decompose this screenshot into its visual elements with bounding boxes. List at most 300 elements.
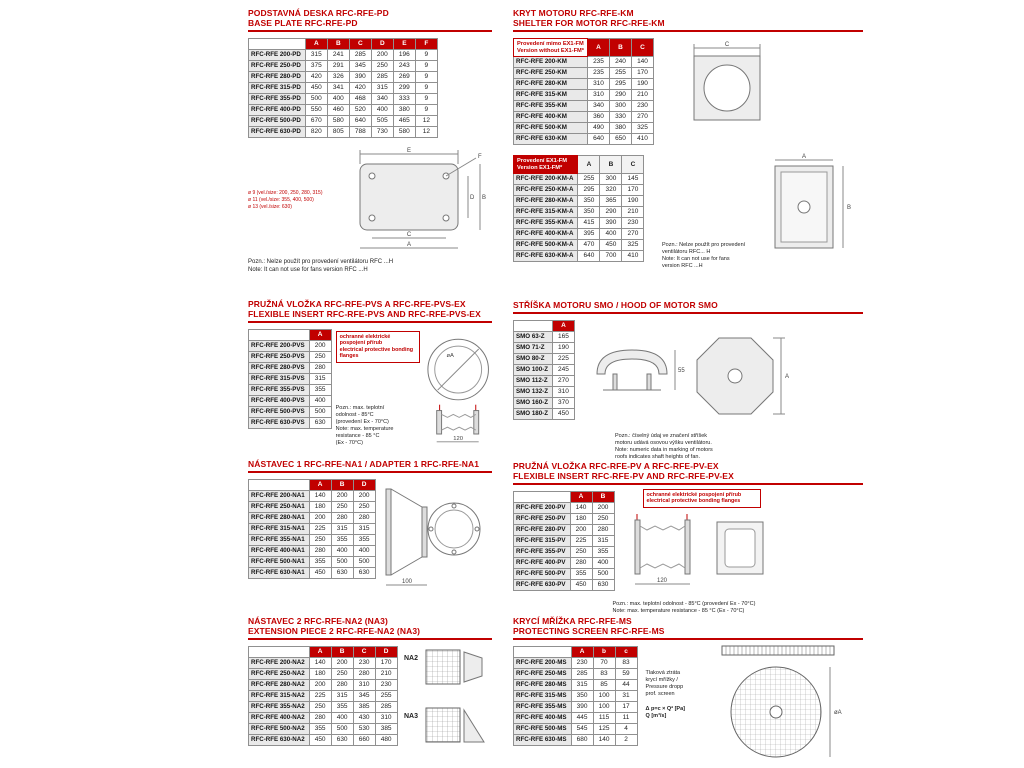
value-cell: 310 xyxy=(588,90,610,101)
drawing-label: NA3 xyxy=(403,713,418,720)
value-cell: 83 xyxy=(615,658,637,669)
value-cell: 410 xyxy=(622,251,644,262)
value-cell: 580 xyxy=(393,127,415,138)
row-label: RFC-RFE 400-PD xyxy=(249,105,306,116)
smo-title: STŘÍŠKA MOTORU SMO / HOOD OF MOTOR SMO xyxy=(513,300,718,310)
note-line: resistance - 85 °C xyxy=(335,432,380,439)
ms-title-en: PROTECTING SCREEN RFC-RFE-MS xyxy=(513,626,665,636)
value-cell: 300 xyxy=(610,101,632,112)
row-label: RFC-RFE 280-MS xyxy=(514,680,572,691)
value-cell: 299 xyxy=(393,83,415,94)
value-cell: 31 xyxy=(615,691,637,702)
value-cell: 83 xyxy=(593,669,615,680)
value-cell: 59 xyxy=(615,669,637,680)
row-label: RFC-RFE 500-PD xyxy=(249,116,306,127)
note-line: Pressure dropp xyxy=(645,684,684,690)
smo-drawing-area xyxy=(585,314,797,461)
extension-drawing xyxy=(402,646,486,764)
row-label: RFC-RFE 400-NA2 xyxy=(249,713,310,724)
row-label: RFC-RFE 500-MS xyxy=(514,724,572,735)
value-cell: 341 xyxy=(327,83,349,94)
row-label: RFC-RFE 400-KM-A xyxy=(514,229,578,240)
table-row xyxy=(514,735,638,746)
km-tables xyxy=(513,32,654,262)
value-cell: 140 xyxy=(309,658,331,669)
value-cell: 480 xyxy=(375,735,397,746)
note-line: (Ex - 70°C) xyxy=(335,439,363,446)
value-cell: 250 xyxy=(331,502,353,513)
note-line: roofs indicates shaft heights of fan. xyxy=(614,454,700,460)
value-cell: 270 xyxy=(552,376,574,387)
table-row xyxy=(514,387,575,398)
dim-label: E xyxy=(406,148,412,154)
column-header: c xyxy=(615,647,637,658)
value-cell: 400 xyxy=(600,229,622,240)
value-cell: 450 xyxy=(552,409,574,420)
table-row xyxy=(514,525,615,536)
na2-title-en: EXTENSION PIECE 2 RFC-RFE-NA2 (NA3) xyxy=(248,626,421,636)
table-row xyxy=(514,354,575,365)
dim-label: 120 xyxy=(452,435,463,442)
value-cell: 12 xyxy=(415,127,437,138)
value-cell: 390 xyxy=(349,72,371,83)
row-label: RFC-RFE 400-MS xyxy=(514,713,572,724)
value-cell: 280 xyxy=(309,713,331,724)
value-cell: 280 xyxy=(331,680,353,691)
table-row xyxy=(514,134,654,145)
row-label: RFC-RFE 280-KM-A xyxy=(514,196,578,207)
column-header: A xyxy=(571,647,593,658)
value-cell: 145 xyxy=(622,174,644,185)
table-corner xyxy=(514,321,553,332)
pvs-note xyxy=(336,405,420,447)
value-cell: 400 xyxy=(592,558,614,569)
row-label: RFC-RFE 355-NA2 xyxy=(249,702,310,713)
value-cell: 330 xyxy=(610,112,632,123)
na2-table xyxy=(248,646,398,746)
value-cell: 350 xyxy=(578,196,600,207)
table-row xyxy=(514,229,644,240)
row-label: RFC-RFE 400-PV xyxy=(514,558,571,569)
table-row xyxy=(249,396,332,407)
table-row xyxy=(514,680,638,691)
value-cell: 140 xyxy=(632,57,654,68)
dim-label: A xyxy=(784,374,789,380)
section-adapter-1 xyxy=(248,459,492,591)
row-label: RFC-RFE 200-NA2 xyxy=(249,658,310,669)
value-cell: 200 xyxy=(371,50,393,61)
pd-hole-notes xyxy=(248,190,332,211)
pd-table xyxy=(248,38,438,138)
value-cell: 355 xyxy=(570,569,592,580)
table-row xyxy=(514,240,644,251)
row-label: RFC-RFE 315-NA2 xyxy=(249,691,310,702)
value-cell: 390 xyxy=(600,218,622,229)
value-cell: 44 xyxy=(615,680,637,691)
value-cell: 70 xyxy=(593,658,615,669)
pd-note-cs: Pozn.: Nelze použít pro provedení ventilátoru RFC ...H xyxy=(248,259,394,265)
column-header: B xyxy=(592,492,614,503)
table-row xyxy=(249,385,332,396)
pd-drawing-area xyxy=(248,144,492,256)
table-row xyxy=(514,101,654,112)
row-label: RFC-RFE 630-PD xyxy=(249,127,306,138)
row-label: SMO 100-Z xyxy=(514,365,553,376)
table-corner xyxy=(514,647,572,658)
callout-cs: ochranné elektrické pospojení přírub xyxy=(646,492,742,498)
value-cell: 355 xyxy=(331,702,353,713)
section-base-plate xyxy=(248,8,492,274)
value-cell: 310 xyxy=(588,79,610,90)
value-cell: 380 xyxy=(610,123,632,134)
value-cell: 245 xyxy=(552,365,574,376)
row-label: RFC-RFE 315-PVS xyxy=(249,374,310,385)
pvs-title-en: FLEXIBLE INSERT RFC-RFE-PVS AND RFC-RFE-PVS-EX xyxy=(248,309,481,319)
value-cell: 630 xyxy=(309,418,331,429)
column-header: B xyxy=(600,156,622,174)
value-cell: 280 xyxy=(331,513,353,524)
value-cell: 295 xyxy=(578,185,600,196)
value-cell: 505 xyxy=(371,116,393,127)
table-row xyxy=(249,491,376,502)
section-motor-shelter xyxy=(513,8,863,278)
value-cell: 650 xyxy=(610,134,632,145)
section-motor-hood xyxy=(513,300,863,461)
row-label: RFC-RFE 315-KM xyxy=(514,90,588,101)
table-row xyxy=(249,724,398,735)
value-cell: 365 xyxy=(600,196,622,207)
column-header: D xyxy=(375,647,397,658)
value-cell: 230 xyxy=(571,658,593,669)
value-cell: 285 xyxy=(349,50,371,61)
dim-label: 120 xyxy=(656,577,667,584)
value-cell: 640 xyxy=(578,251,600,262)
table-row xyxy=(514,569,615,580)
table-corner xyxy=(249,647,310,658)
table-row xyxy=(514,218,644,229)
value-cell: 9 xyxy=(415,61,437,72)
pd-title-en: BASE PLATE RFC-RFE-PD xyxy=(248,18,358,28)
table-row xyxy=(249,513,376,524)
smo-note xyxy=(615,433,797,461)
value-cell: 250 xyxy=(371,61,393,72)
value-cell: 165 xyxy=(552,332,574,343)
table-row xyxy=(249,50,438,61)
table-row xyxy=(249,658,398,669)
value-cell: 315 xyxy=(305,50,327,61)
row-label: RFC-RFE 500-PV xyxy=(514,569,571,580)
value-cell: 250 xyxy=(570,547,592,558)
column-header: B xyxy=(331,647,353,658)
dim-label: C xyxy=(406,232,412,238)
value-cell: 500 xyxy=(592,569,614,580)
value-cell: 4 xyxy=(615,724,637,735)
value-cell: 243 xyxy=(393,61,415,72)
value-cell: 235 xyxy=(588,57,610,68)
shelter-front-drawing xyxy=(680,40,772,128)
value-cell: 630 xyxy=(331,735,353,746)
table-row xyxy=(514,90,654,101)
value-cell: 196 xyxy=(393,50,415,61)
bonding-callout xyxy=(643,489,761,508)
column-header: D xyxy=(353,480,375,491)
dim-label: C xyxy=(724,42,730,48)
value-cell: 200 xyxy=(331,491,353,502)
value-cell: 500 xyxy=(331,724,353,735)
value-cell: 355 xyxy=(353,535,375,546)
value-cell: 230 xyxy=(353,658,375,669)
value-cell: 270 xyxy=(632,112,654,123)
value-cell: 9 xyxy=(415,72,437,83)
value-cell: 400 xyxy=(327,94,349,105)
row-label: RFC-RFE 315-PV xyxy=(514,536,571,547)
row-label: RFC-RFE 250-NA2 xyxy=(249,669,310,680)
table-corner xyxy=(249,480,310,491)
value-cell: 420 xyxy=(305,72,327,83)
table-row xyxy=(514,123,654,134)
table-row xyxy=(514,398,575,409)
value-cell: 255 xyxy=(578,174,600,185)
table-row xyxy=(514,409,575,420)
column-header: B xyxy=(610,39,632,57)
value-cell: 200 xyxy=(353,491,375,502)
table-corner xyxy=(249,39,306,50)
value-cell: 210 xyxy=(632,90,654,101)
value-cell: 240 xyxy=(610,57,632,68)
value-cell: 9 xyxy=(415,83,437,94)
pvs-table xyxy=(248,329,332,429)
value-cell: 17 xyxy=(615,702,637,713)
value-cell: 450 xyxy=(600,240,622,251)
callout-en: electrical protective bonding flanges xyxy=(339,346,414,360)
value-cell: 250 xyxy=(331,669,353,680)
value-cell: 170 xyxy=(375,658,397,669)
value-cell: 326 xyxy=(327,72,349,83)
row-label: RFC-RFE 315-KM-A xyxy=(514,207,578,218)
note-line: version RFC ...H xyxy=(662,263,703,269)
table-row xyxy=(249,116,438,127)
pd-note-en: Note: It can not use for fans version RFC ...H xyxy=(248,266,368,273)
value-cell: 550 xyxy=(305,105,327,116)
formula-line: Q [m³/s] xyxy=(645,713,667,719)
table-corner xyxy=(514,492,571,503)
value-cell: 640 xyxy=(588,134,610,145)
note-line: Pozn.: číselný údaj ve značení stříšek xyxy=(614,433,708,439)
value-cell: 450 xyxy=(309,735,331,746)
value-cell: 250 xyxy=(592,514,614,525)
table-row xyxy=(514,547,615,558)
value-cell: 380 xyxy=(393,105,415,116)
value-cell: 500 xyxy=(331,557,353,568)
value-cell: 500 xyxy=(309,407,331,418)
pv-right-area xyxy=(612,485,863,615)
dim-label: 55 xyxy=(677,368,685,374)
column-header: B xyxy=(327,39,349,50)
value-cell: 670 xyxy=(305,116,327,127)
callout-en: electrical protective bonding flanges xyxy=(646,498,741,505)
table-row xyxy=(249,502,376,513)
row-label: RFC-RFE 315-NA1 xyxy=(249,524,310,535)
value-cell: 11 xyxy=(615,713,637,724)
value-cell: 270 xyxy=(622,229,644,240)
value-cell: 210 xyxy=(622,207,644,218)
value-cell: 190 xyxy=(552,343,574,354)
row-label: RFC-RFE 355-PD xyxy=(249,94,306,105)
column-header: A xyxy=(309,330,331,341)
row-label: RFC-RFE 500-KM-A xyxy=(514,240,578,251)
ms-table xyxy=(513,646,638,746)
row-label: SMO 80-Z xyxy=(514,354,553,365)
value-cell: 660 xyxy=(353,735,375,746)
row-label: RFC-RFE 500-NA1 xyxy=(249,557,310,568)
table-row xyxy=(249,546,376,557)
km-table-ex xyxy=(513,155,644,262)
value-cell: 700 xyxy=(600,251,622,262)
value-cell: 200 xyxy=(309,513,331,524)
value-cell: 180 xyxy=(570,514,592,525)
value-cell: 415 xyxy=(578,218,600,229)
value-cell: 640 xyxy=(349,116,371,127)
km-note xyxy=(662,242,782,270)
value-cell: 400 xyxy=(353,546,375,557)
value-cell: 355 xyxy=(331,535,353,546)
table-row xyxy=(514,185,644,196)
value-cell: 300 xyxy=(600,174,622,185)
column-header: A xyxy=(570,492,592,503)
value-cell: 230 xyxy=(632,101,654,112)
value-cell: 630 xyxy=(353,568,375,579)
value-cell: 450 xyxy=(309,568,331,579)
value-cell: 9 xyxy=(415,50,437,61)
table-row xyxy=(249,418,332,429)
table-row xyxy=(249,691,398,702)
value-cell: 255 xyxy=(610,68,632,79)
table-row xyxy=(249,702,398,713)
row-label: RFC-RFE 200-MS xyxy=(514,658,572,669)
table-row xyxy=(514,112,654,123)
value-cell: 12 xyxy=(415,116,437,127)
value-cell: 225 xyxy=(552,354,574,365)
ms-texts xyxy=(646,670,712,720)
km-table-without-ex xyxy=(513,38,654,145)
column-header: A xyxy=(552,321,574,332)
dim-label: B xyxy=(482,195,487,201)
table-row xyxy=(514,536,615,547)
value-cell: 470 xyxy=(578,240,600,251)
table-row xyxy=(514,174,644,185)
value-cell: 230 xyxy=(622,218,644,229)
value-cell: 280 xyxy=(353,513,375,524)
note-line: Tlaková ztráta xyxy=(645,670,681,676)
row-label: RFC-RFE 280-PV xyxy=(514,525,571,536)
row-label: RFC-RFE 355-NA1 xyxy=(249,535,310,546)
value-cell: 310 xyxy=(375,713,397,724)
value-cell: 320 xyxy=(600,185,622,196)
table-row xyxy=(514,68,654,79)
row-label: RFC-RFE 500-PVS xyxy=(249,407,310,418)
value-cell: 115 xyxy=(593,713,615,724)
value-cell: 250 xyxy=(309,535,331,546)
row-label: RFC-RFE 200-KM xyxy=(514,57,588,68)
row-label: SMO 112-Z xyxy=(514,376,553,387)
value-cell: 410 xyxy=(632,134,654,145)
row-label: SMO 63-Z xyxy=(514,332,553,343)
row-label: RFC-RFE 500-KM xyxy=(514,123,588,134)
table-row xyxy=(514,713,638,724)
table-row xyxy=(514,79,654,90)
table-row xyxy=(514,514,615,525)
value-cell: 430 xyxy=(353,713,375,724)
value-cell: 370 xyxy=(552,398,574,409)
value-cell: 340 xyxy=(588,101,610,112)
value-cell: 630 xyxy=(331,568,353,579)
section-flexible-insert-pv xyxy=(513,461,863,615)
drawing-label: NA2 xyxy=(403,655,418,662)
pv-title-en: FLEXIBLE INSERT RFC-RFE-PV AND RFC-RFE-PV-EX xyxy=(513,471,734,481)
value-cell: 730 xyxy=(371,127,393,138)
table-row xyxy=(249,407,332,418)
value-cell: 350 xyxy=(578,207,600,218)
row-label: RFC-RFE 630-NA1 xyxy=(249,568,310,579)
table-row xyxy=(249,352,332,363)
value-cell: 325 xyxy=(632,123,654,134)
value-cell: 450 xyxy=(570,580,592,591)
ms-title-cs: KRYCÍ MŘÍŽKA RFC-RFE-MS xyxy=(513,616,632,626)
value-cell: 385 xyxy=(353,702,375,713)
row-label: RFC-RFE 630-PVS xyxy=(249,418,310,429)
formula-line: Δ p=c × Q² [Pa] xyxy=(645,706,685,712)
row-label: RFC-RFE 315-MS xyxy=(514,691,572,702)
dim-label: B xyxy=(847,205,852,211)
table-row xyxy=(249,105,438,116)
table-row xyxy=(249,363,332,374)
row-label: RFC-RFE 200-NA1 xyxy=(249,491,310,502)
value-cell: 280 xyxy=(353,669,375,680)
value-cell: 340 xyxy=(371,94,393,105)
pvs-title-cs: PRUŽNÁ VLOŽKA RFC-RFE-PVS A RFC-RFE-PVS-EX xyxy=(248,299,466,309)
table-row xyxy=(249,61,438,72)
row-label: RFC-RFE 250-PV xyxy=(514,514,571,525)
column-header: B xyxy=(331,480,353,491)
screen-drawing xyxy=(720,644,848,764)
value-cell: 400 xyxy=(371,105,393,116)
pv-note-cs: Pozn.: max. teplotní odolnost - 85°C (provedení Ex - 70°C) xyxy=(612,600,756,607)
dim-label: F xyxy=(478,154,482,160)
row-label: RFC-RFE 200-PD xyxy=(249,50,306,61)
value-cell: 805 xyxy=(327,127,349,138)
value-cell: 180 xyxy=(309,502,331,513)
value-cell: 350 xyxy=(571,691,593,702)
value-cell: 400 xyxy=(331,713,353,724)
value-cell: 210 xyxy=(375,669,397,680)
column-header: A xyxy=(309,647,331,658)
table-row xyxy=(249,735,398,746)
row-label: RFC-RFE 250-PD xyxy=(249,61,306,72)
value-cell: 468 xyxy=(349,94,371,105)
value-cell: 355 xyxy=(309,724,331,735)
row-label: RFC-RFE 355-MS xyxy=(514,702,572,713)
value-cell: 333 xyxy=(393,94,415,105)
table-row xyxy=(249,535,376,546)
value-cell: 355 xyxy=(592,547,614,558)
value-cell: 355 xyxy=(309,557,331,568)
row-label: RFC-RFE 280-PVS xyxy=(249,363,310,374)
value-cell: 315 xyxy=(309,374,331,385)
value-cell: 225 xyxy=(309,691,331,702)
value-cell: 445 xyxy=(571,713,593,724)
value-cell: 9 xyxy=(415,94,437,105)
value-cell: 630 xyxy=(592,580,614,591)
